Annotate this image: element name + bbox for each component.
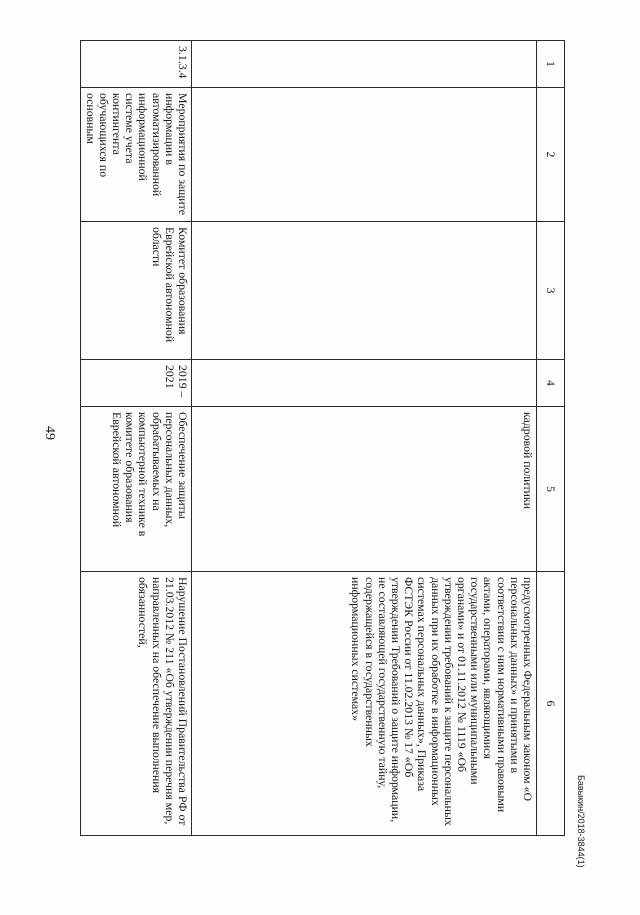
table-cell: [192, 41, 537, 88]
measures-table: [80, 40, 565, 836]
table-viewport: [83, 40, 565, 835]
rotated-table-wrapper: [83, 40, 565, 835]
column-number: 6: [537, 572, 565, 836]
table-cell-risk: предусмотренных Федеральным законом «О персональных данных» и принятыми в соответствии с ним нормативными правовыми актами, операторами, являющимися государственными или муниципальными органами» и от 01.11.2012 № 1119 «Об утверждении требований к защите персональных данных при их обработке в информационных системах персональных данных», Приказа ФСТЭК России от 11.02.2013 № 17 «Об утверждении Требований о защите информации, не составляющей государственную тайну, содержащейся в государственных информационных системах»: [192, 572, 537, 836]
table-row: [81, 41, 192, 836]
table-cell-result: кадровой политики: [192, 407, 537, 572]
column-number: 5: [537, 407, 565, 572]
table-cell-period: 2019 – 2021: [81, 360, 192, 407]
column-number-row: [537, 41, 565, 836]
column-number: 3: [537, 222, 565, 360]
table-cell-result: Обеспечение защиты персональных данных, обрабатываемых на компьютерной технике в комитете образования Еврейской автономной: [81, 407, 192, 572]
page-number: 49: [42, 426, 57, 440]
document-code: Бавыкин/2018-3844(1): [576, 775, 586, 868]
table-cell: [192, 222, 537, 360]
column-number: 1: [537, 41, 565, 88]
table-cell-measure: Мероприятия по защите информации в автоматизированной информационной системе учета контингента обучающихся по основным: [81, 88, 192, 222]
table-cell-risk: Нарушение Постановлений Правительства РФ от 21.03.2012 № 211 «Об утверждении перечня мер, направленных на обеспечение выполнения обязанностей,: [81, 572, 192, 836]
column-number: 2: [537, 88, 565, 222]
column-number: 4: [537, 360, 565, 407]
table-cell-executor: Комитет образования Еврейской автономной области: [81, 222, 192, 360]
table-cell-number: 3.1.3.4: [81, 41, 192, 88]
table-cell: [192, 88, 537, 222]
table-cell: [192, 360, 537, 407]
table-row: [192, 41, 537, 836]
